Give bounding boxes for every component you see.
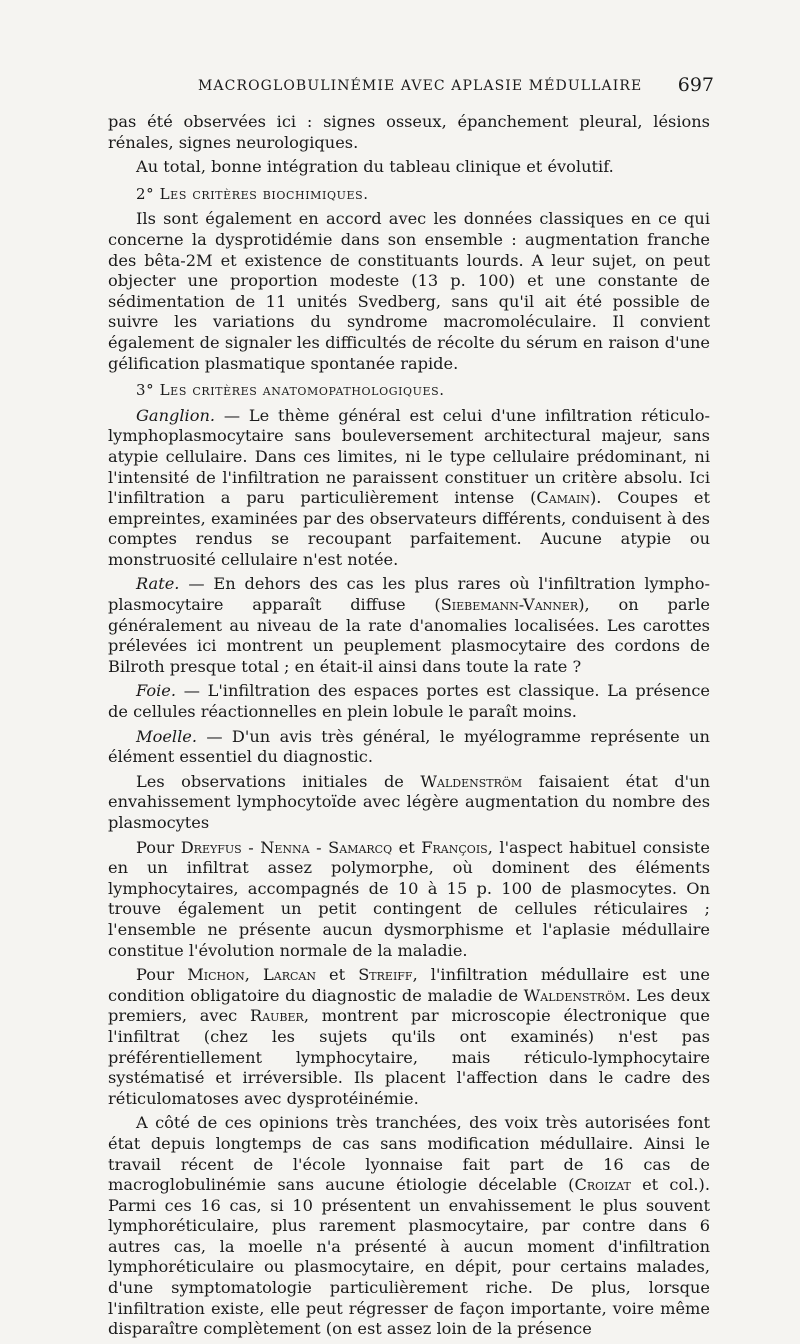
text-run: — L'infiltration des espaces portes est classique. La présence de cellules réactionnelles en plein lobule le paraît moins. — [108, 681, 710, 722]
subsection-lead: Ganglion. — [136, 405, 216, 425]
text-run: , l'infiltration médullaire est une condition obligatoire du diagnostic de maladie de — [108, 965, 710, 1005]
text-run: Pour — [136, 965, 188, 985]
text-run: — Le thème général est celui d'une infiltration réticulo-lymphoplasmocytaire sans bouleversement architectural majeur, sans atypie cellulaire. Dans ces limites, ni le type cellulaire prédominant, ni l'intensité de l'infiltration ne paraissent constituer un critère absolu. Ici l'infiltration a paru particulièrement intense ( — [108, 405, 710, 508]
author-name: Larcan — [263, 965, 316, 985]
author-name: Siebemann-Vanner — [440, 595, 579, 615]
paragraph — [108, 727, 710, 768]
text-run: . Les deux premiers, avec — [108, 985, 710, 1026]
paragraph — [108, 838, 710, 962]
paragraph: Au total, bonne intégration du tableau clinique et évolutif. — [136, 157, 614, 177]
author-name: Waldenström — [420, 771, 523, 791]
paragraph — [108, 772, 710, 834]
paragraph: Ils sont également en accord avec les données classiques en ce qui concerne la dysprotidémie dans son ensemble : augmentation franche des bêta-2M et existence de constituants lourds. A leur sujet, on peut objecter une proportion modeste (13 p. 100) et une constante de sédimentation de 11 unités Svedberg, sans qu'il ait été possible de suivre les variations du syndrome macromoléculaire. Il convient également de signaler les difficultés de récolte du sérum en raison d'une gélification plasmatique spontanée rapide. — [108, 209, 710, 373]
section-number: 2° — [136, 184, 155, 203]
text-run: et — [392, 837, 422, 857]
text-run: et — [315, 965, 359, 985]
page-number: 697 — [677, 74, 714, 96]
section-title: Les critères biochimiques. — [159, 184, 369, 203]
author-name: Streiff — [358, 965, 413, 985]
running-header — [108, 74, 714, 102]
text-run: , montrent par microscopie électronique que l'infiltrat (chez les sujets qu'ils ont examinés) n'est pas préférentiellement lymphocytaire, mais réticulo-lymphocytaire systématisé et irréversible. Ils placent l'affection dans le cadre des réticulomatoses avec dysprotéinémie. — [108, 1006, 710, 1108]
text-run: — D'un avis très général, le myélogramme représente un élément essentiel du diagnostic. — [108, 726, 710, 767]
text-run: et col.). Parmi ces 16 cas, si 10 présentent un envahissement le plus souvent lymphoréticulaire, plus rarement plasmocytaire, par contre dans 6 autres cas, la moelle n'a présenté à aucun moment d'infiltration lymphoréticulaire ou plasmocytaire, en dépit, pour certains malades, d'une symptomatologie particulièrement riche. De plus, lorsque l'infiltration existe, elle peut régresser de façon importante, voire même disparaître complètement (on est assez loin de la présence — [108, 1175, 710, 1339]
running-title: MACROGLOBULINÉMIE AVEC APLASIE MÉDULLAIRE — [198, 78, 643, 94]
section-title: Les critères anatomopathologiques. — [159, 381, 445, 400]
paragraph: pas été observées ici : signes osseux, épanchement pleural, lésions rénales, signes neurologiques. — [108, 112, 710, 152]
text-run: , — [244, 965, 264, 985]
text-run: Pour — [136, 837, 181, 857]
section-heading — [136, 184, 710, 205]
paragraph — [108, 1113, 710, 1340]
author-name: Dreyfus - Nenna - Samarcq — [180, 837, 393, 857]
subsection-lead: Rate. — [136, 574, 180, 594]
text-run: — En dehors des cas les plus rares où l'infiltration lympho-plasmocytaire apparaît diffuse ( — [108, 574, 710, 615]
author-name: Croizat — [574, 1175, 631, 1195]
author-name: Rauber — [250, 1006, 304, 1026]
text-run: , l'aspect habituel consiste en un infiltrat assez polymorphe, où dominent des éléments lymphocytaires, accompagnés de 10 à 15 p. 100 de plasmocytes. On trouve également un petit contingent de cellules réticulaires ; l'ensemble ne présente aucun dysmorphisme et l'aplasie médullaire constitue l'évolution normale de la maladie. — [108, 837, 710, 960]
text-run: ). Coupes et empreintes, examinées par des observateurs différents, conduisent à des comptes rendus se recoupant parfaitement. Aucune atypie ou monstruosité cellulaire n'est notée. — [108, 488, 710, 569]
author-name: Michon — [187, 965, 245, 985]
author-name: Waldenström — [523, 985, 626, 1005]
subsection-lead: Foie. — [136, 681, 176, 701]
author-name: François — [421, 837, 488, 857]
body-text — [108, 112, 710, 1344]
text-run: A côté de ces opinions très tranchées, des voix très autorisées font état depuis longtemps de cas sans modification médullaire. Ainsi le travail récent de l'école lyonnaise fait part de 16 cas de macroglobulinémie sans aucune étiologie décelable ( — [108, 1113, 710, 1195]
section-number: 3° — [136, 381, 155, 400]
paragraph — [108, 965, 710, 1109]
text-run: ), on parle généralement au niveau de la rate d'anomalies localisées. Les carottes prélevées ici montrent un peuplement plasmocytaire des cordons de Bilroth presque total ; en était-il ainsi dans toute la rate ? — [108, 595, 710, 676]
paragraph — [108, 681, 710, 722]
paragraph — [108, 574, 710, 677]
text-run: Les observations initiales de — [136, 771, 421, 791]
text-run: faisaient état d'un envahissement lymphocytoïde avec légère augmentation du nombre des plasmocytes — [108, 771, 710, 832]
author-name: Camain — [536, 488, 590, 508]
section-heading — [136, 380, 710, 401]
subsection-lead: Moelle. — [136, 726, 197, 746]
paragraph — [108, 406, 710, 571]
